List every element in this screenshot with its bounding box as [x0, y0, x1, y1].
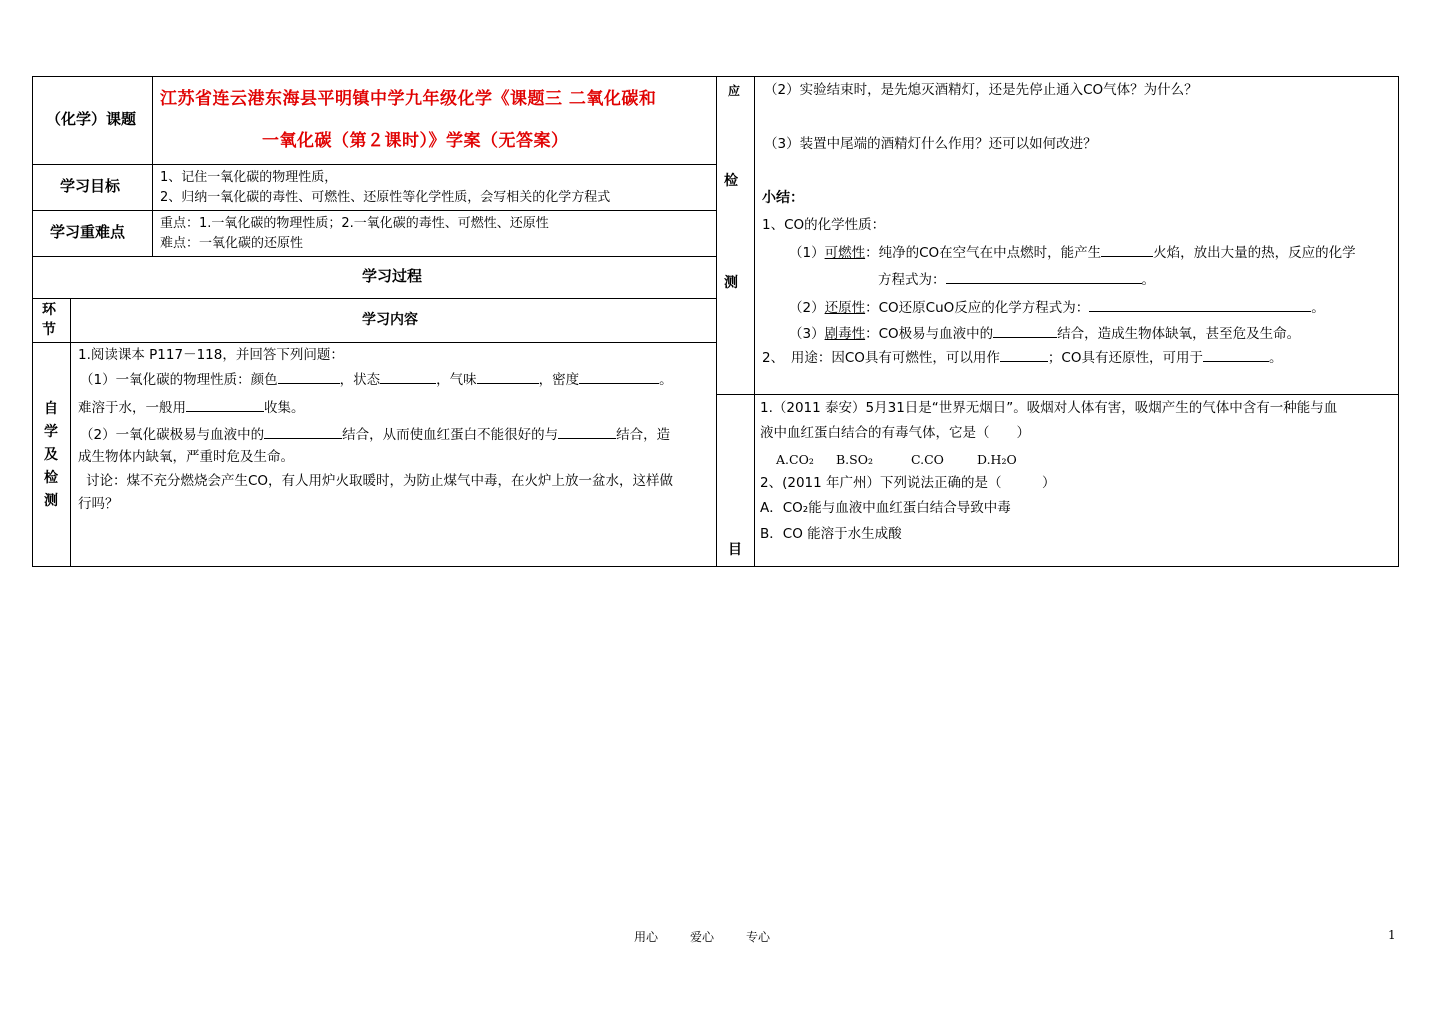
answer-blank[interactable]	[186, 398, 264, 412]
text: 结合，造成生物体缺氧，甚至危及生命。	[1057, 326, 1301, 342]
answer-blank[interactable]	[1000, 348, 1048, 362]
text: 结合，从而使血红蛋白不能很好的与	[342, 427, 559, 443]
rule	[32, 210, 717, 211]
text: ；CO具有还原性，可用于	[1047, 350, 1203, 366]
goal-2: 2、归纳一氧化碳的毒性、可燃性、还原性等化学性质，会写相关的化学方程式	[160, 190, 611, 205]
exercise-1: 1.（2011 泰安）5月31日是“世界无烟日”。吸烟对人体有害，吸烟产生的气体中含有一种能与血	[760, 400, 1338, 416]
summary-label: 小结：	[762, 190, 804, 206]
text: 方程式为：	[878, 272, 946, 288]
rule	[152, 76, 153, 257]
page-number: 1	[1388, 928, 1396, 942]
title-label: （化学）课题	[46, 110, 137, 128]
keypoint-2: 难点：一氧化碳的还原性	[160, 236, 304, 251]
question-1: 1.阅读课本 P117－118，并回答下列问题：	[78, 347, 344, 363]
option[interactable]: A.CO₂	[776, 452, 814, 467]
text: 结合，造	[616, 427, 671, 443]
section-col-label-1: 环	[42, 302, 56, 318]
rule	[1398, 76, 1399, 567]
footer-slogan-3: 专心	[746, 930, 771, 944]
exercise-2-option-a[interactable]: A．CO₂能与血液中血红蛋白结合导致中毒	[760, 500, 1011, 516]
question-1a	[80, 370, 673, 389]
text: 2、 用途：因CO具有可燃性，可以用作	[762, 350, 1000, 366]
summary-1c	[789, 324, 1300, 343]
goal-1: 1、记住一氧化碳的物理性质，	[160, 170, 338, 185]
summary-1a	[789, 243, 1356, 262]
answer-blank[interactable]	[558, 425, 616, 439]
question-2-cont: 成生物体内缺氧，严重时危及生命。	[78, 449, 294, 465]
option[interactable]: B.SO₂	[836, 452, 873, 467]
keyword: 可燃性	[824, 245, 866, 261]
summary-2	[762, 348, 1282, 367]
rule	[32, 76, 33, 567]
exercise-1-cont: 液中血红蛋白结合的有毒气体，它是（ ）	[760, 425, 1030, 441]
self-study-char: 学	[44, 424, 58, 440]
answer-blank[interactable]	[278, 370, 340, 384]
process-label: 学习过程	[362, 267, 423, 285]
text: （1）	[789, 245, 825, 261]
text: ，密度	[538, 372, 580, 388]
summary-1a-equation	[878, 270, 1155, 289]
text: 难溶于水，一般用	[78, 400, 186, 416]
answer-blank[interactable]	[993, 324, 1057, 338]
discussion-2: 行吗？	[78, 496, 119, 512]
text: 。	[659, 372, 673, 388]
answer-blank[interactable]	[1203, 348, 1269, 362]
rule	[32, 298, 717, 299]
question-2-experiment: （2）实验结束时，是先熄灭酒精灯，还是先停止通入CO气体？为什么？	[764, 82, 1198, 98]
keypoint-1: 重点：1.一氧化碳的物理性质；2.一氧化碳的毒性、可燃性、还原性	[160, 216, 549, 231]
self-study-char: 及	[44, 447, 58, 463]
exercise-1-options	[776, 451, 1017, 469]
rule	[70, 298, 71, 567]
self-study-char: 自	[44, 401, 58, 417]
side-char-partial: 应	[728, 84, 741, 98]
answer-blank[interactable]	[477, 370, 539, 384]
text: ，气味	[436, 372, 477, 388]
question-1b	[78, 398, 305, 417]
option[interactable]: C.CO	[911, 452, 944, 467]
rule	[717, 394, 1399, 395]
side-char-partial: 检	[724, 173, 738, 189]
rule	[717, 76, 1399, 77]
rule	[32, 76, 717, 77]
exercise-2: 2、(2011 年广州）下列说法正确的是（ ）	[760, 475, 1056, 491]
answer-blank[interactable]	[946, 270, 1142, 284]
text: 火焰，放出大量的热，反应的化学	[1153, 245, 1356, 261]
answer-blank[interactable]	[380, 370, 436, 384]
exercise-2-option-b[interactable]: B．CO 能溶于水生成酸	[760, 526, 902, 542]
text: 。	[1141, 272, 1155, 288]
question-3-experiment: （3）装置中尾端的酒精灯什么作用？还可以如何改进？	[764, 136, 1097, 152]
answer-blank[interactable]	[264, 425, 342, 439]
title-line-2: 一氧化碳（第２课时）》学案（无答案）	[262, 131, 569, 151]
text: （3）	[789, 326, 825, 342]
summary-1b	[789, 298, 1325, 317]
answer-blank[interactable]	[1101, 243, 1153, 257]
self-study-char: 测	[44, 493, 58, 509]
rule	[717, 566, 1399, 567]
rule	[32, 566, 717, 567]
footer-slogan-1: 用心	[634, 930, 659, 944]
side-char-partial: 测	[724, 275, 738, 291]
goals-label: 学习目标	[60, 177, 121, 195]
title-line-1: 江苏省连云港东海县平明镇中学九年级化学《课题三 二氧化碳和	[160, 89, 657, 109]
text: 收集。	[264, 400, 305, 416]
discussion-1: 讨论：煤不充分燃烧会产生CO，有人用炉火取暖时，为防止煤气中毒，在火炉上放一盆水，这样做	[86, 473, 674, 489]
summary-1: 1、CO的化学性质：	[762, 217, 886, 233]
text: ，状态	[339, 372, 381, 388]
text: （2）	[789, 300, 825, 316]
rule	[716, 76, 717, 567]
rule	[32, 256, 717, 257]
text: ：纯净的CO在空气在中点燃时，能产生	[865, 245, 1102, 261]
text: ：CO还原CuO反应的化学方程式为：	[865, 300, 1090, 316]
text: ：CO极易与血液中的	[865, 326, 994, 342]
self-study-label	[41, 398, 61, 513]
answer-blank[interactable]	[1089, 298, 1311, 312]
footer-slogan-2: 爱心	[690, 930, 715, 944]
keyword: 还原性	[824, 300, 866, 316]
option[interactable]: D.H₂O	[977, 452, 1017, 467]
text: 。	[1268, 350, 1283, 366]
self-study-char: 检	[44, 470, 58, 486]
text: （2）一氧化碳极易与血液中的	[80, 427, 265, 443]
answer-blank[interactable]	[579, 370, 659, 384]
question-2	[80, 425, 670, 444]
rule	[32, 164, 717, 165]
keypoints-label: 学习重难点	[50, 223, 126, 241]
content-label: 学习内容	[362, 312, 418, 328]
rule	[754, 76, 755, 567]
keyword: 剧毒性	[824, 326, 866, 342]
text: 。	[1311, 300, 1325, 316]
text: （1）一氧化碳的物理性质：颜色	[80, 372, 278, 388]
rule	[32, 342, 717, 343]
section-col-label-2: 节	[42, 322, 56, 338]
side-char: 目	[728, 542, 742, 558]
